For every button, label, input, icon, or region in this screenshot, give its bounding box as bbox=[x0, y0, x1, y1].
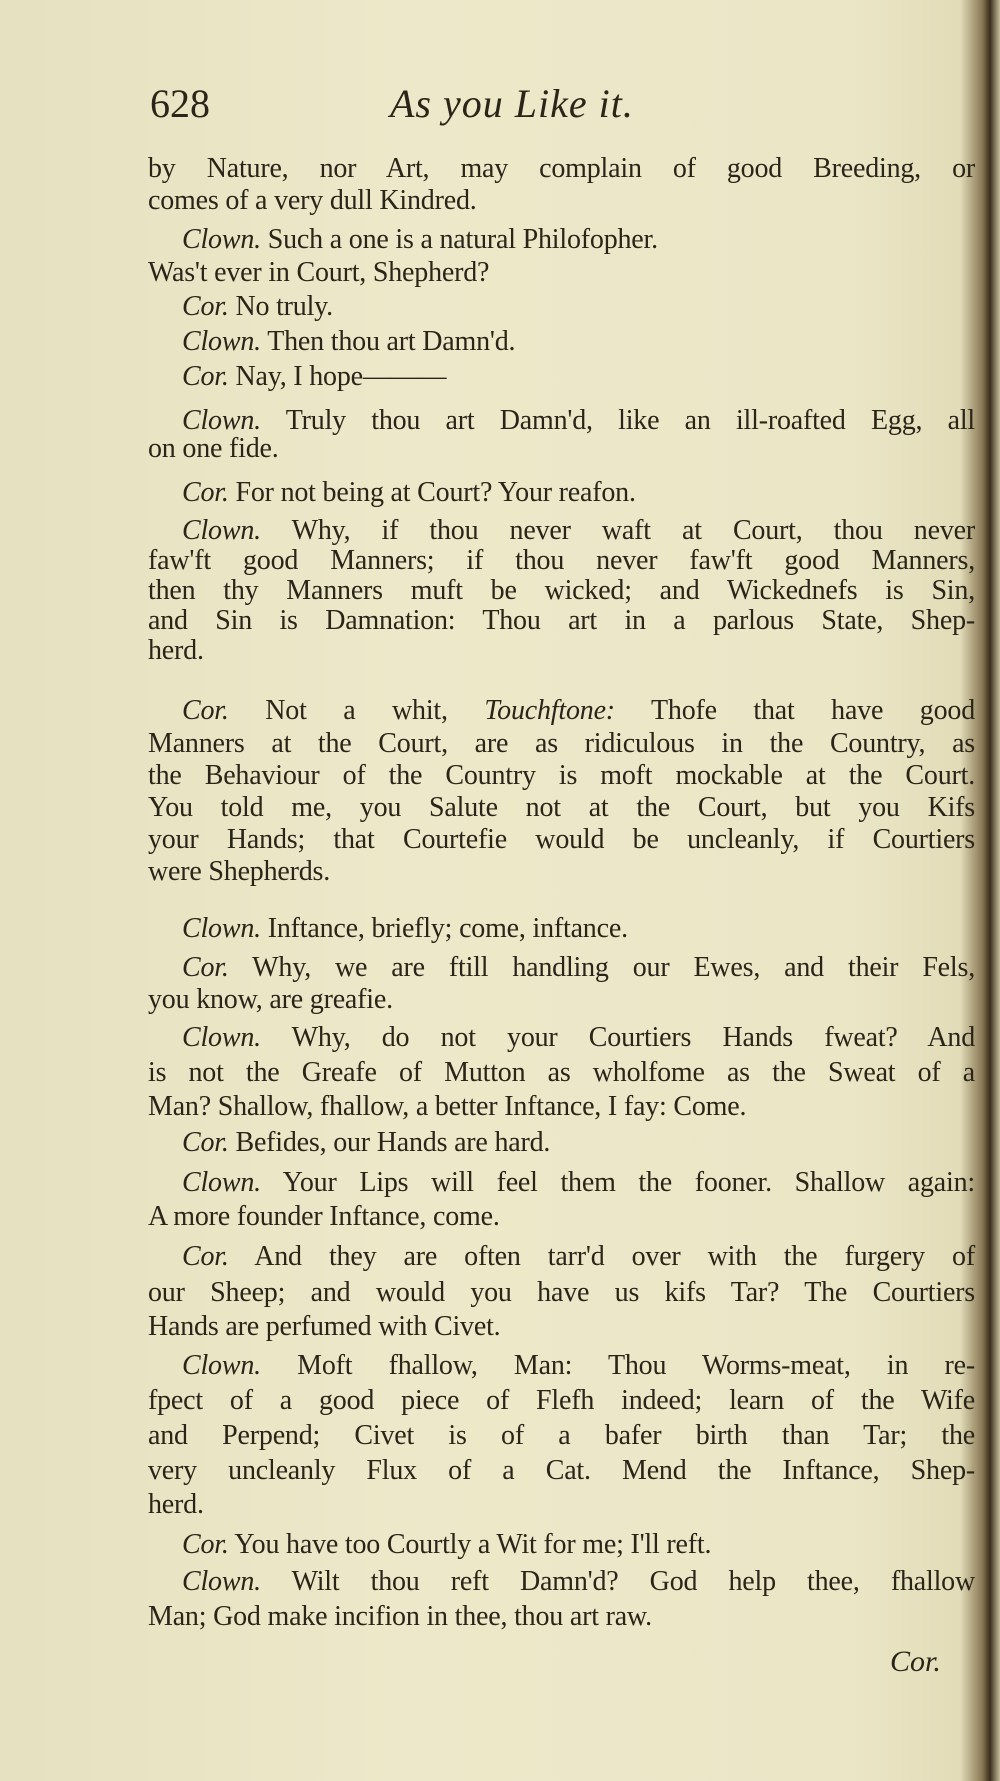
text-line bbox=[148, 1419, 975, 1453]
text-line bbox=[148, 432, 975, 466]
speaker-name: Clown. bbox=[182, 515, 261, 546]
line-text: Why, do not your Courtiers Hands fweat? And bbox=[260, 1022, 975, 1053]
line-text: Moft fhallow, Man: Thou Worms-meat, in re- bbox=[260, 1350, 975, 1381]
line-text: on one fide. bbox=[148, 433, 279, 464]
line-text: the Behaviour of the Country is moft mockable at the Court. bbox=[148, 760, 975, 791]
text-line bbox=[148, 184, 975, 218]
text-line bbox=[148, 256, 975, 290]
speaker-name: Clown. bbox=[182, 913, 261, 944]
line-text: You have too Courtly a Wit for me; I'll reft. bbox=[228, 1529, 712, 1560]
line-text: very uncleanly Flux of a Cat. Mend the Inftance, Shep- bbox=[148, 1455, 975, 1486]
line-text: Why, we are ftill handling our Ewes, and their Fels, bbox=[228, 952, 975, 983]
line-text: your Hands; that Courtefie would be uncleanly, if Courtiers bbox=[148, 824, 975, 855]
line-text: by Nature, nor Art, may complain of good Breeding, or bbox=[148, 153, 975, 184]
line-text: herd. bbox=[148, 1489, 204, 1520]
line-text: Nay, I hope——— bbox=[228, 361, 447, 392]
text-line bbox=[148, 727, 975, 761]
line-text: No truly. bbox=[228, 291, 333, 322]
line-text: Was't ever in Court, Shepherd? bbox=[148, 257, 490, 288]
line-text: For not being at Court? Your reafon. bbox=[228, 477, 636, 508]
speaker-name: Cor. bbox=[182, 477, 229, 508]
speech-line bbox=[182, 1021, 975, 1055]
speaker-name: Cor. bbox=[182, 1127, 229, 1158]
speech-line bbox=[182, 514, 975, 548]
speech-line bbox=[182, 1166, 975, 1200]
speaker-name: Cor. bbox=[182, 1241, 229, 1272]
line-text: faw'ft good Manners; if thou never faw'ft good Manners, bbox=[148, 545, 975, 576]
line-text: You told me, you Salute not at the Court, but you Kifs bbox=[148, 792, 975, 823]
line-text: Inftance, briefly; come, inftance. bbox=[260, 913, 628, 944]
line-text: fpect of a good piece of Flefh indeed; learn of the Wife bbox=[148, 1385, 975, 1416]
catchword: Cor. bbox=[890, 1645, 941, 1678]
speech-line bbox=[182, 912, 975, 946]
speaker-name: Clown. bbox=[182, 1350, 261, 1381]
line-text: Manners at the Court, are as ridiculous in the Country, as bbox=[148, 728, 975, 759]
line-text: Not a whit, bbox=[228, 695, 485, 726]
text-line bbox=[148, 544, 975, 578]
text-line bbox=[148, 1056, 975, 1090]
speaker-name: Cor. bbox=[182, 361, 229, 392]
speaker-name: Clown. bbox=[182, 1167, 261, 1198]
speaker-name: Clown. bbox=[182, 1566, 261, 1597]
speaker-name: Cor. bbox=[182, 695, 229, 726]
speech-line bbox=[182, 1565, 975, 1599]
line-text: herd. bbox=[148, 635, 204, 666]
speech-line bbox=[182, 325, 975, 359]
line-text: and Perpend; Civet is of a bafer birth than Tar; the bbox=[148, 1420, 975, 1451]
line-text: you know, are greafie. bbox=[148, 984, 393, 1015]
line-text: were Shepherds. bbox=[148, 856, 331, 887]
line-text: Such a one is a natural Philofopher. bbox=[260, 224, 658, 255]
line-text: then thy Manners muft be wicked; and Wickednefs is Sin, bbox=[148, 575, 975, 606]
text-line bbox=[148, 604, 975, 638]
text-line bbox=[148, 574, 975, 608]
speech-line bbox=[182, 360, 975, 394]
page-number: 628 bbox=[150, 81, 210, 126]
line-text: Man; God make incifion in thee, thou art raw. bbox=[148, 1601, 652, 1632]
speech-line bbox=[182, 1126, 975, 1160]
text-line bbox=[148, 1276, 975, 1310]
speaker-name: Cor. bbox=[182, 291, 229, 322]
text-line bbox=[148, 791, 975, 825]
text-line bbox=[148, 1310, 975, 1344]
text-line bbox=[148, 152, 975, 186]
line-text: Then thou art Damn'd. bbox=[260, 326, 516, 357]
line-text: Your Lips will feel them the fooner. Shallow again: bbox=[260, 1167, 975, 1198]
text-line bbox=[148, 823, 975, 857]
line-text: is not the Greafe of Mutton as wholfome as the Sweat of a bbox=[148, 1057, 975, 1088]
line-text: And they are often tarr'd over with the furgery of bbox=[228, 1241, 975, 1272]
speech-line bbox=[182, 694, 975, 728]
text-line bbox=[148, 1600, 975, 1634]
text-line bbox=[148, 1488, 975, 1522]
line-text: Befides, our Hands are hard. bbox=[228, 1127, 551, 1158]
speaker-name: Cor. bbox=[182, 952, 229, 983]
speaker-name: Cor. bbox=[182, 1529, 229, 1560]
line-text: Truly thou art Damn'd, like an ill-roafted Egg, all bbox=[260, 405, 975, 436]
speaker-name: Clown. bbox=[182, 224, 261, 255]
line-text: and Sin is Damnation: Thou art in a parlous State, Shep- bbox=[148, 605, 975, 636]
line-text: Thofe that have good bbox=[614, 695, 975, 726]
text-line bbox=[148, 634, 975, 668]
text-line bbox=[148, 855, 975, 889]
text-line bbox=[148, 1200, 975, 1234]
text-line bbox=[148, 1454, 975, 1488]
speech-line bbox=[182, 1240, 975, 1274]
line-text: Man? Shallow, fhallow, a better Inftance, I fay: Come. bbox=[148, 1091, 747, 1122]
text-line bbox=[148, 759, 975, 793]
running-title: As you Like it. bbox=[390, 81, 634, 126]
line-text: Wilt thou reft Damn'd? God help thee, fhallow bbox=[260, 1566, 975, 1597]
speech-line bbox=[182, 476, 975, 510]
speaker-name: Clown. bbox=[182, 1022, 261, 1053]
text-line bbox=[148, 1384, 975, 1418]
line-text: Hands are perfumed with Civet. bbox=[148, 1311, 501, 1342]
text-line bbox=[148, 983, 975, 1017]
line-text: Why, if thou never waft at Court, thou never bbox=[260, 515, 975, 546]
speaker-name: Clown. bbox=[182, 326, 261, 357]
line-text: our Sheep; and would you have us kifs Tar? The Courtiers bbox=[148, 1277, 975, 1308]
speech-line bbox=[182, 290, 975, 324]
speaker-name: Clown. bbox=[182, 405, 261, 436]
speech-line bbox=[182, 1349, 975, 1383]
speech-line bbox=[182, 1528, 975, 1562]
speech-line bbox=[182, 223, 975, 257]
italic-name: Touchftone: bbox=[484, 695, 615, 726]
text-line bbox=[148, 1090, 975, 1124]
line-text: comes of a very dull Kindred. bbox=[148, 185, 477, 216]
line-text: A more founder Inftance, come. bbox=[148, 1201, 500, 1232]
speech-line bbox=[182, 951, 975, 985]
